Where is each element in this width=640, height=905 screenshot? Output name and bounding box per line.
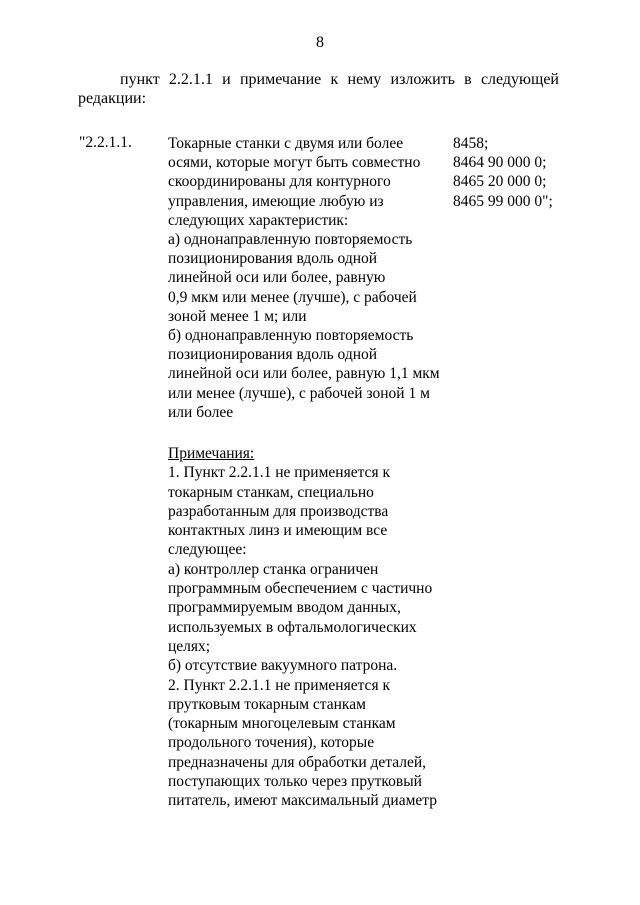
description-line: а) однонаправленную повторяемость (168, 231, 413, 249)
description-line: 0,9 мкм или менее (лучше), с рабочей (168, 288, 417, 306)
note-line: а) контроллер станка ограничен (168, 560, 379, 578)
description-line: управления, имеющие любую из (168, 192, 384, 210)
entry-description (168, 134, 448, 422)
customs-code: 8465 99 000 0"; (453, 192, 553, 210)
note-line: программируемым вводом данных, (168, 599, 401, 617)
note-line: предназначены для обработки деталей, (168, 753, 427, 771)
note-line: поступающих только через прутковый (168, 773, 422, 791)
note-line: программным обеспечением с частично (168, 580, 433, 598)
intro-line-2: редакции: (78, 90, 147, 107)
description-line: линейной оси или более, равную 1,1 мкм (168, 365, 440, 383)
note-line: следующее: (168, 541, 247, 559)
customs-codes (453, 134, 553, 211)
description-line: осями, которые могут быть совместно (168, 154, 421, 172)
description-line: или менее (лучше), с рабочей зоной 1 м (168, 384, 430, 402)
note-line: питатель, имеют максимальный диаметр (168, 792, 438, 810)
description-line: позиционирования вдоль одной (168, 250, 378, 268)
note-line: токарным станкам, специально (168, 483, 374, 501)
notes-heading: Примечания: (168, 445, 255, 462)
note-line: 1. Пункт 2.2.1.1 не применяется к (168, 464, 390, 482)
description-line: следующих характеристик: (168, 211, 349, 229)
description-line: Токарные станки с двумя или более (168, 135, 404, 152)
note-line: контактных линз и имеющим все (168, 522, 388, 540)
description-line: или более (168, 403, 234, 421)
note-line: целях; (168, 637, 211, 655)
note-line: используемых в офтальмологических (168, 618, 417, 636)
intro-line-1: пункт 2.2.1.1 и примечание к нему изложить в следующей (120, 71, 559, 88)
description-line: скоординированы для контурного (168, 173, 391, 191)
intro-paragraph (78, 70, 559, 108)
description-line: зоной менее 1 м; или (168, 307, 307, 325)
note-line: б) отсутствие вакуумного патрона. (168, 657, 398, 675)
entry-number: "2.2.1.1. (79, 134, 132, 151)
customs-code: 8465 20 000 0; (453, 173, 547, 191)
customs-code: 8464 90 000 0; (453, 154, 547, 172)
description-line: линейной оси или более, равную (168, 269, 386, 287)
description-line: позиционирования вдоль одной (168, 346, 378, 364)
customs-code: 8458; (453, 135, 489, 152)
note-line: прутковым токарным станкам (168, 695, 366, 713)
note-line: (токарным многоцелевым станкам (168, 715, 396, 733)
description-line: б) однонаправленную повторяемость (168, 327, 414, 345)
page-number: 8 (316, 34, 324, 51)
notes-section (168, 444, 458, 811)
note-line: продольного точения), которые (168, 734, 375, 752)
note-line: разработанным для производства (168, 502, 389, 520)
note-line: 2. Пункт 2.2.1.1 не применяется к (168, 676, 390, 694)
